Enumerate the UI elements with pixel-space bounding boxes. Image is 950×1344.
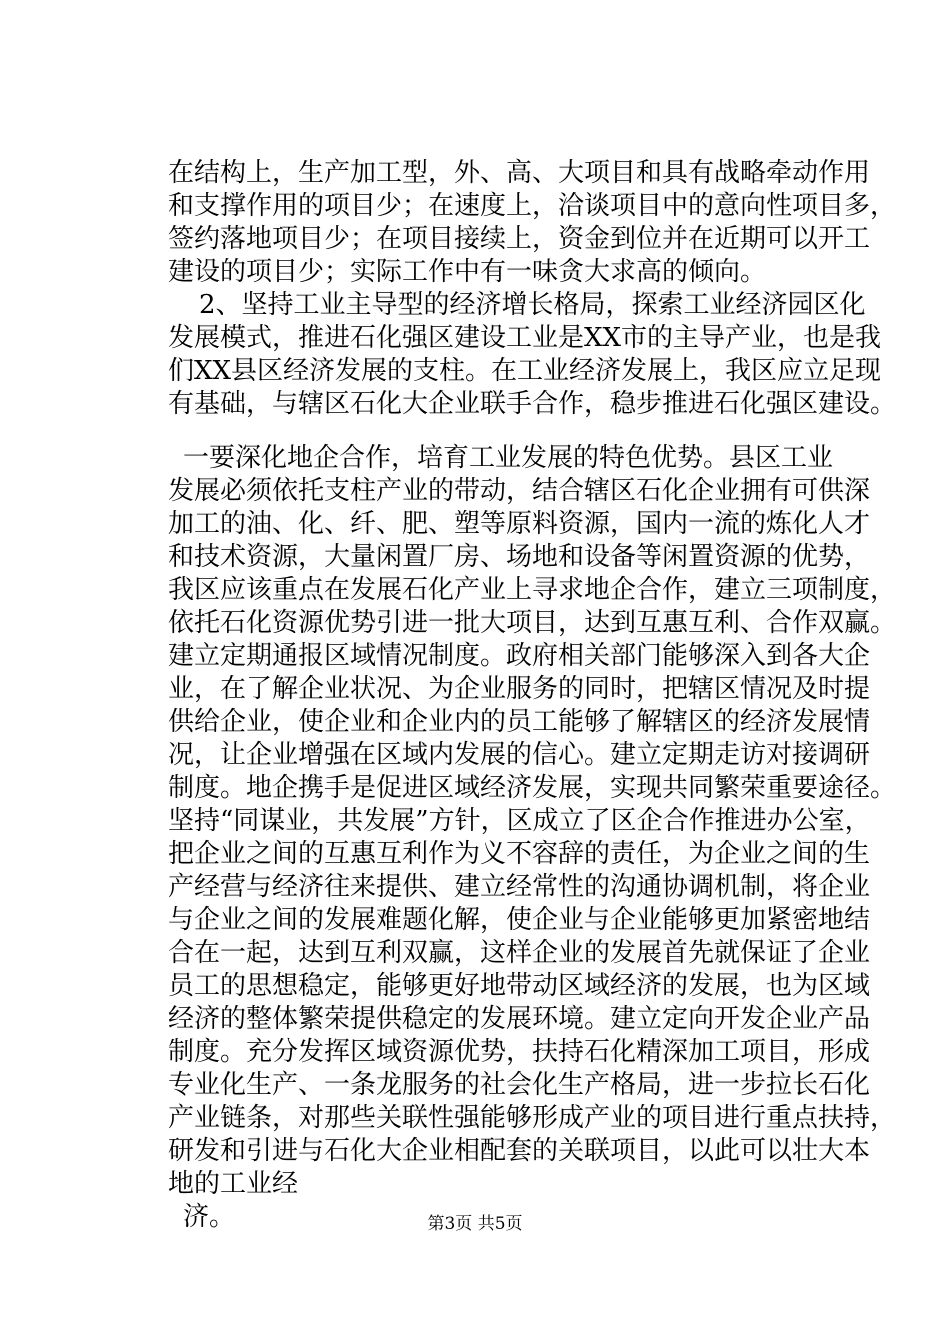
text-line: 发展模式，推进石化强区建设工业是XX市的主导产业，也是我	[168, 323, 882, 353]
text-line: 合在一起，达到互利双赢，这样企业的发展首先就保证了企业	[168, 938, 871, 968]
text-line: 依托石化资源优势引进一批大项目，达到互惠互利、合作双赢。	[168, 608, 897, 638]
text-line: 产经营与经济往来提供、建立经常性的沟通协调机制，将企业	[168, 872, 871, 902]
text-line: 研发和引进与石化大企业相配套的关联项目，以此可以壮大本	[168, 1136, 871, 1166]
text-line: 有基础，与辖区石化大企业联手合作，稳步推进石化强区建设。	[168, 389, 897, 419]
text-line: 况，让企业增强在区域内发展的信心。建立定期走访对接调研	[168, 740, 871, 770]
text-line: 加工的油、化、纤、肥、塑等原料资源，国内一流的炼化人才	[168, 509, 871, 539]
text-line: 把企业之间的互惠互利作为义不容辞的责任，为企业之间的生	[168, 839, 871, 869]
text-line: 专业化生产、一条龙服务的社会化生产格局，进一步拉长石化	[168, 1070, 871, 1100]
text-line: 业，在了解企业状况、为企业服务的同时，把辖区情况及时提	[168, 674, 871, 704]
text-line: 建设的项目少；实际工作中有一味贪大求高的倾向。	[168, 257, 767, 287]
text-line: 和技术资源，大量闲置厂房、场地和设备等闲置资源的优势，	[168, 542, 871, 572]
text-line: 地的工业经	[168, 1169, 299, 1199]
text-line: 产业链条，对那些关联性强能够形成产业的项目进行重点扶持，	[168, 1103, 897, 1133]
text-line: 一要深化地企合作，培育工业发展的特色优势。县区工业	[183, 443, 834, 473]
text-line: 供给企业，使企业和企业内的员工能够了解辖区的经济发展情	[168, 707, 871, 737]
text-line: 2、坚持工业主导型的经济增长格局，探索工业经济园区化	[199, 290, 866, 320]
text-line: 经济的整体繁荣提供稳定的发展环境。建立定向开发企业产品	[168, 1004, 871, 1034]
text-line: 员工的思想稳定，能够更好地带动区域经济的发展，也为区域	[168, 971, 871, 1001]
text-line: 济。	[183, 1202, 236, 1232]
text-line: 与企业之间的发展难题化解，使企业与企业能够更加紧密地结	[168, 905, 871, 935]
text-line: 签约落地项目少；在项目接续上，资金到位并在近期可以开工	[168, 224, 871, 254]
text-line: 和支撑作用的项目少；在速度上，洽谈项目中的意向性项目多，	[168, 191, 897, 221]
text-line: 制度。充分发挥区域资源优势，扶持石化精深加工项目，形成	[168, 1037, 871, 1067]
text-line: 建立定期通报区域情况制度。政府相关部门能够深入到各大企	[168, 641, 871, 671]
text-line: 发展必须依托支柱产业的带动，结合辖区石化企业拥有可供深	[168, 476, 871, 506]
text-line: 制度。地企携手是促进区域经济发展，实现共同繁荣重要途径。	[168, 773, 897, 803]
text-line: 们XX县区经济发展的支柱。在工业经济发展上，我区应立足现	[168, 356, 882, 386]
text-line: 在结构上，生产加工型，外、高、大项目和具有战略牵动作用	[168, 158, 871, 188]
text-line: 我区应该重点在发展石化产业上寻求地企合作，建立三项制度，	[168, 575, 897, 605]
page-footer: 第3页 共5页	[427, 1214, 523, 1234]
text-line: 坚持“同谋业，共发展”方针，区成立了区企合作推进办公室，	[168, 806, 871, 836]
